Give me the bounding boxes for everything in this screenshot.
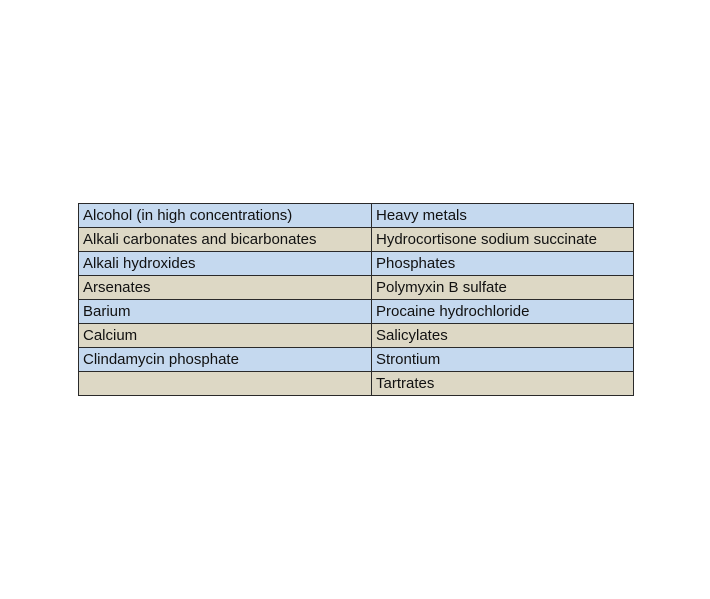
table-cell-left: Alcohol (in high concentrations) [79,204,372,228]
table-row [79,348,634,372]
table-row [79,324,634,348]
table-row [79,228,634,252]
incompatibility-table [78,203,634,396]
table-cell-right: Strontium [372,348,634,372]
table-row [79,372,634,396]
table-row [79,252,634,276]
table-cell-left [79,372,372,396]
table-cell-right: Heavy metals [372,204,634,228]
table-cell-left: Alkali carbonates and bicarbonates [79,228,372,252]
table-cell-left: Barium [79,300,372,324]
table-cell-right: Hydrocortisone sodium succinate [372,228,634,252]
table-cell-right: Tartrates [372,372,634,396]
table-cell-right: Polymyxin B sulfate [372,276,634,300]
table-cell-right: Phosphates [372,252,634,276]
table-cell-left: Calcium [79,324,372,348]
table-row [79,276,634,300]
table-row [79,204,634,228]
table-cell-left: Clindamycin phosphate [79,348,372,372]
table-cell-right: Procaine hydrochloride [372,300,634,324]
table-row [79,300,634,324]
table-cell-right: Salicylates [372,324,634,348]
table-cell-left: Arsenates [79,276,372,300]
table-cell-left: Alkali hydroxides [79,252,372,276]
